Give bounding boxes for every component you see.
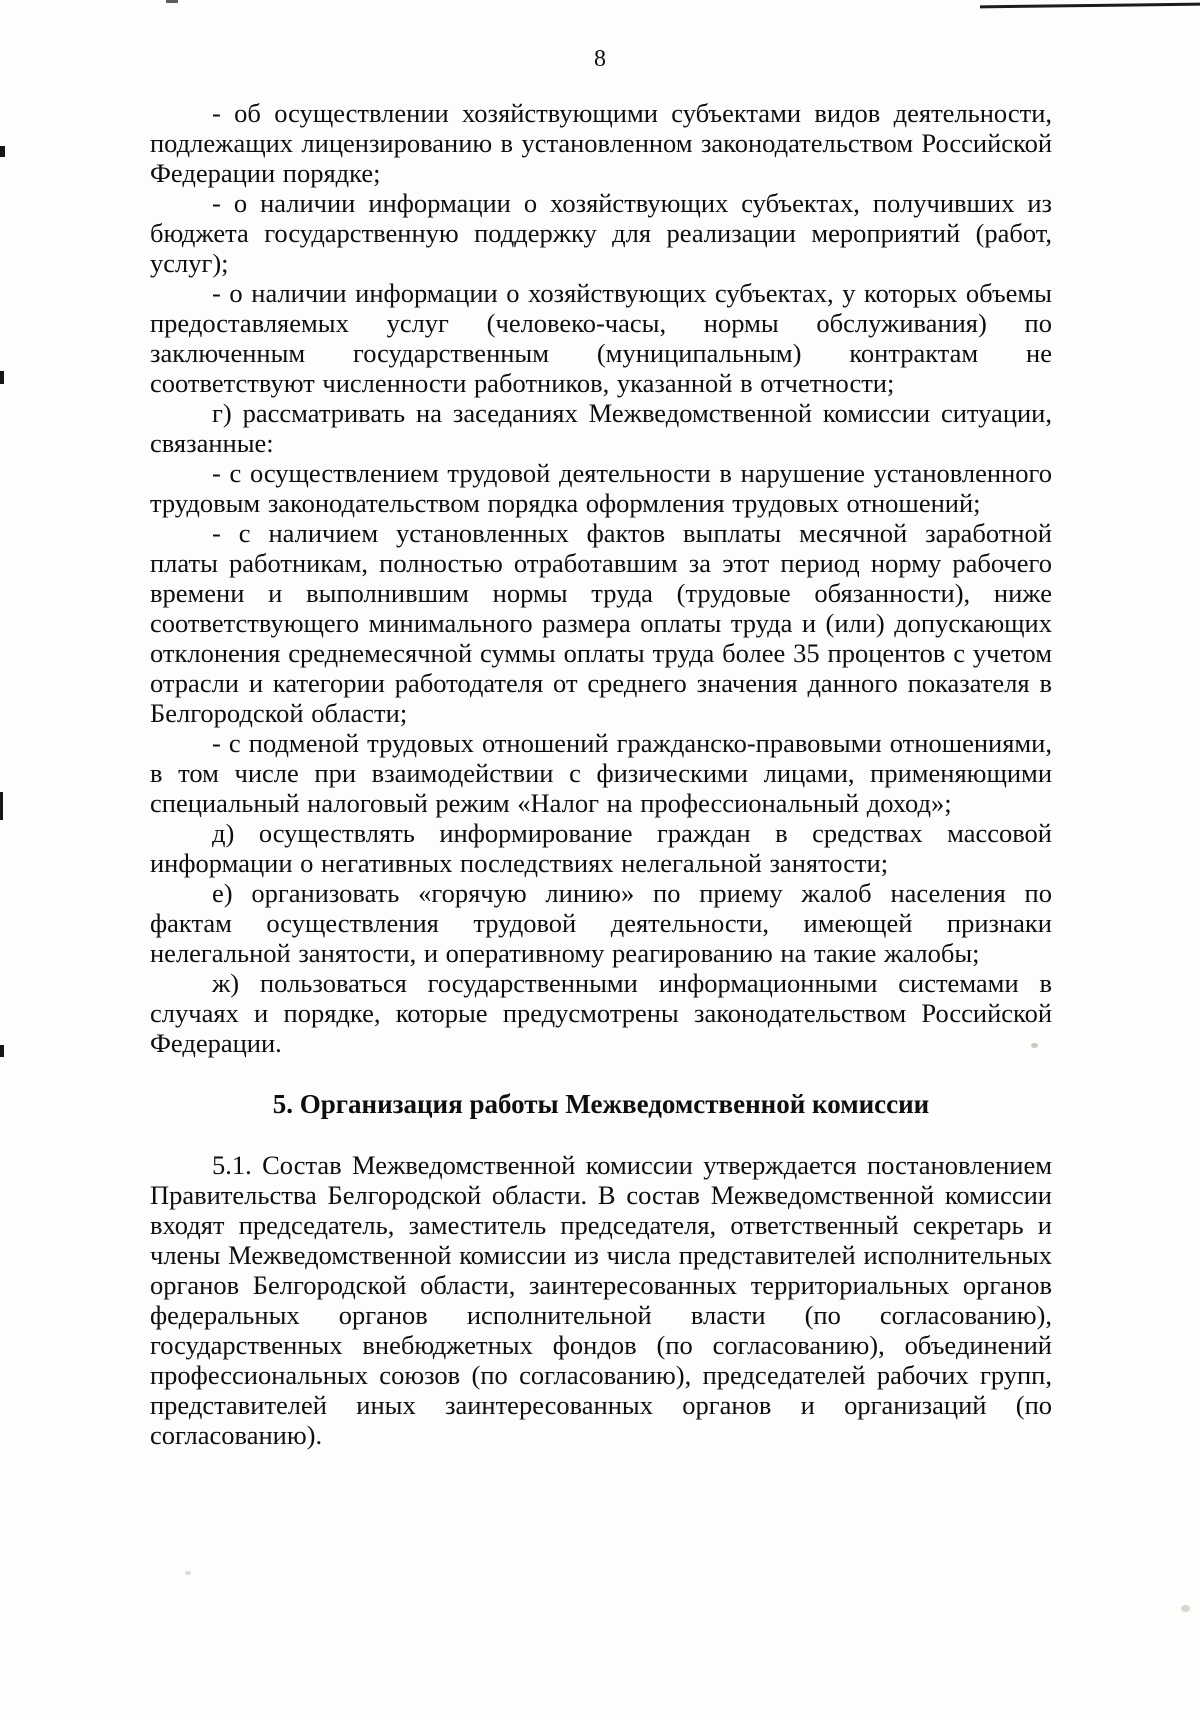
paragraph-list-bottom: [150, 1150, 1052, 1450]
paragraph: - с наличием установленных фактов выплаты месячной заработной платы работникам, полностью отработавшим за этот период норму рабочего времени и выполнившим нормы труда (трудовые обязанности), ниже соответствующего минимального размера оплаты труда и (или) допускающих отклонения среднемесячной суммы оплаты труда более 35 процентов с учетом отрасли и категории работодателя от среднего значения данного показателя в Белгородской области;: [150, 518, 1052, 728]
paragraph: - с подменой трудовых отношений гражданско-правовыми отношениями, в том числе при взаимодействии с физическими лицами, применяющими специальный налоговый режим «Налог на профессиональный доход»;: [150, 728, 1052, 818]
scan-artifact-left-edge: [0, 146, 5, 157]
scan-artifact-left-edge: [0, 1045, 4, 1057]
paragraph: - об осуществлении хозяйствующими субъектами видов деятельности, подлежащих лицензированию в установленном законодательством Российской Федерации порядке;: [150, 98, 1052, 188]
paragraph: - с осуществлением трудовой деятельности в нарушение установленного трудовым законодательством порядка оформления трудовых отношений;: [150, 458, 1052, 518]
paragraph: 5.1. Состав Межведомственной комиссии утверждается постановлением Правительства Белгородской области. В состав Межведомственной комиссии входят председатель, заместитель председателя, ответственный секретарь и члены Межведомственной комиссии из числа представителей исполнительных органов Белгородской области, заинтересованных территориальных органов федеральных органов исполнительной власти (по согласованию), государственных внебюджетных фондов (по согласованию), объединений профессиональных союзов (по согласованию), председателей рабочих групп, представителей иных заинтересованных органов и организаций (по согласованию).: [150, 1150, 1052, 1450]
paragraph-list-top: [150, 98, 1052, 1058]
paragraph: г) рассматривать на заседаниях Межведомственной комиссии ситуации, связанные:: [150, 398, 1052, 458]
scan-artifact-top-left: [166, 0, 178, 3]
paragraph: ж) пользоваться государственными информационными системами в случаях и порядке, которые предусмотрены законодательством Российской Федерации.: [150, 968, 1052, 1058]
section-heading: 5. Организация работы Межведомственной комиссии: [272, 1089, 930, 1119]
document-content: [150, 98, 1052, 1450]
scan-speck: [185, 1571, 191, 1575]
paragraph: - о наличии информации о хозяйствующих субъектах, получивших из бюджета государственную поддержку для реализации мероприятий (работ, услуг);: [150, 188, 1052, 278]
scan-artifact-left-edge: [0, 792, 3, 820]
paragraph: е) организовать «горячую линию» по приему жалоб населения по фактам осуществления трудовой деятельности, имеющей признаки нелегальной занятости, и оперативному реагированию на такие жалобы;: [150, 878, 1052, 968]
scan-speck: [1031, 1043, 1038, 1048]
scan-artifact-left-edge: [0, 371, 4, 384]
page-number: 8: [594, 46, 606, 72]
scan-speck: [1181, 1605, 1190, 1612]
paragraph: - о наличии информации о хозяйствующих субъектах, у которых объемы предоставляемых услуг (человеко-часы, нормы обслуживания) по заключенным государственным (муниципальным) контрактам не соответствуют численности работников, указанной в отчетности;: [150, 278, 1052, 398]
paragraph: д) осуществлять информирование граждан в средствах массовой информации о негативных последствиях нелегальной занятости;: [150, 818, 1052, 878]
